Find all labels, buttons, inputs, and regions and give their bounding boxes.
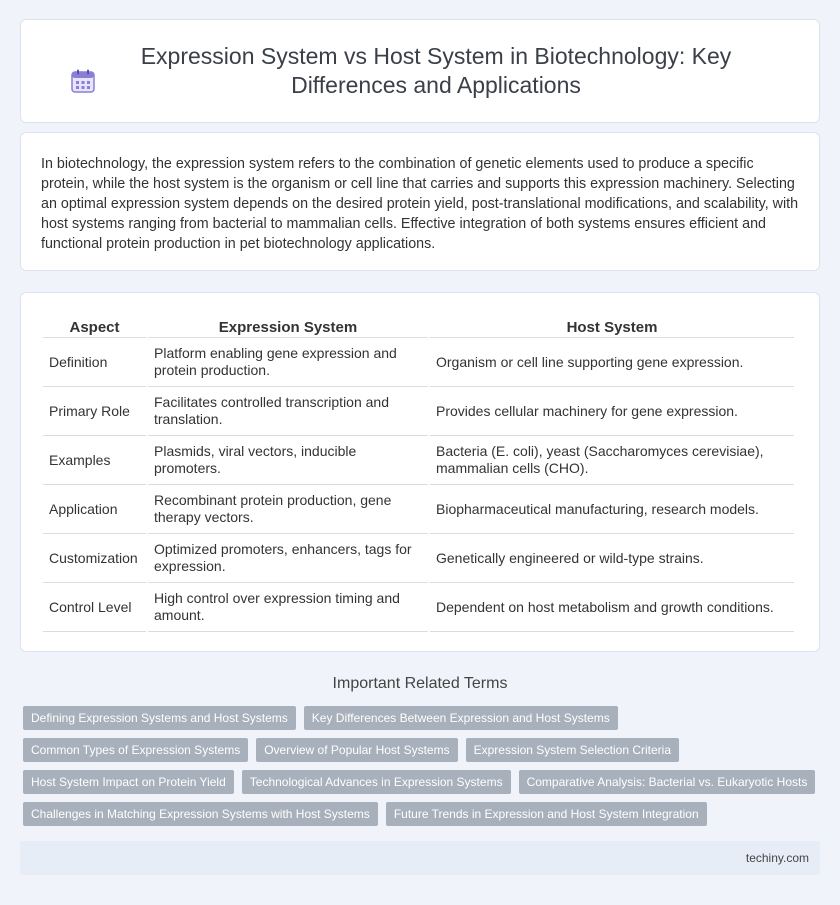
related-terms-heading: Important Related Terms: [332, 675, 508, 692]
title-card: [20, 19, 820, 123]
tag-row: [23, 738, 823, 762]
tag-row: [23, 770, 823, 794]
related-term-tag[interactable]: Challenges in Matching Expression Systems with Host Systems: [23, 802, 378, 826]
related-term-tag[interactable]: Expression System Selection Criteria: [466, 738, 679, 762]
footer: [20, 841, 820, 875]
tag-row: [23, 802, 823, 826]
cell-aspect: Examples: [43, 436, 146, 485]
related-term-tag[interactable]: Common Types of Expression Systems: [23, 738, 248, 762]
cell-aspect: Definition: [43, 338, 146, 387]
title-wrap: [70, 42, 770, 100]
table-header-row: [43, 313, 794, 338]
footer-brand[interactable]: techiny.com: [745, 851, 809, 865]
tag-row: [23, 706, 823, 730]
intro-paragraph: In biotechnology, the expression system refers to the combination of genetic elements used to produce a specific protein, while the host system is the organism or cell line that carries and supports this expression machinery. Selecting an optimal expression system depends on the desired protein yield, post-translational modifications, and scalability, with host systems ranging from bacterial to mammalian cells. Effective integration of both systems ensures efficient and functional protein production in pet biotechnology applications.: [41, 156, 799, 252]
related-term-tag[interactable]: Overview of Popular Host Systems: [256, 738, 457, 762]
cell-host: Bacteria (E. coli), yeast (Saccharomyces cerevisiae), mammalian cells (CHO).: [430, 436, 794, 485]
related-term-tag[interactable]: Defining Expression Systems and Host Systems: [23, 706, 296, 730]
cell-aspect: Control Level: [43, 583, 146, 632]
header-aspect: Aspect: [43, 313, 146, 338]
table-row: [43, 485, 794, 534]
cell-expression: Platform enabling gene expression and protein production.: [148, 338, 428, 387]
related-term-tag[interactable]: Comparative Analysis: Bacterial vs. Eukaryotic Hosts: [519, 770, 816, 794]
page-title: Expression System vs Host System in Biotechnology: Key Differences and Applications: [140, 43, 732, 98]
table-row: [43, 387, 794, 436]
header-expression-system: Expression System: [148, 313, 428, 338]
cell-host: Genetically engineered or wild-type strains.: [430, 534, 794, 583]
related-term-tag[interactable]: Key Differences Between Expression and Host Systems: [304, 706, 618, 730]
comparison-table: [41, 313, 796, 632]
related-terms-tags: [23, 706, 823, 834]
cell-host: Biopharmaceutical manufacturing, research models.: [430, 485, 794, 534]
table-row: [43, 583, 794, 632]
table-row: [43, 436, 794, 485]
intro-card: [20, 132, 820, 271]
cell-expression: High control over expression timing and amount.: [148, 583, 428, 632]
cell-expression: Optimized promoters, enhancers, tags for expression.: [148, 534, 428, 583]
header-host-system: Host System: [430, 313, 794, 338]
cell-aspect: Application: [43, 485, 146, 534]
calendar-icon: [70, 68, 96, 94]
table-row: [43, 534, 794, 583]
related-term-tag[interactable]: Host System Impact on Protein Yield: [23, 770, 234, 794]
cell-aspect: Customization: [43, 534, 146, 583]
cell-expression: Recombinant protein production, gene therapy vectors.: [148, 485, 428, 534]
cell-expression: Facilitates controlled transcription and translation.: [148, 387, 428, 436]
cell-host: Dependent on host metabolism and growth conditions.: [430, 583, 794, 632]
table-row: [43, 338, 794, 387]
cell-aspect: Primary Role: [43, 387, 146, 436]
related-term-tag[interactable]: Technological Advances in Expression Systems: [242, 770, 511, 794]
comparison-table-card: [20, 292, 820, 652]
cell-host: Provides cellular machinery for gene expression.: [430, 387, 794, 436]
cell-host: Organism or cell line supporting gene expression.: [430, 338, 794, 387]
related-term-tag[interactable]: Future Trends in Expression and Host System Integration: [386, 802, 707, 826]
cell-expression: Plasmids, viral vectors, inducible promoters.: [148, 436, 428, 485]
